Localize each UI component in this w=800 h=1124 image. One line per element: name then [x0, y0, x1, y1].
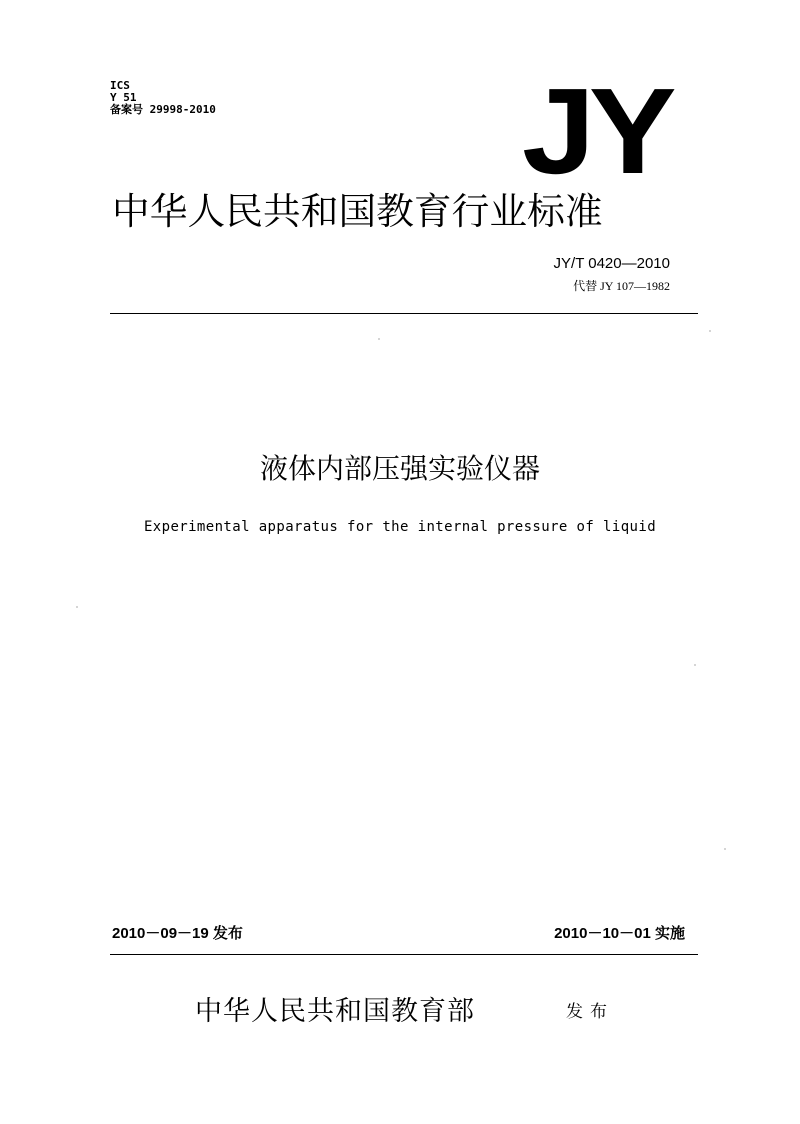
- filing-number: 备案号 29998-2010: [110, 103, 216, 116]
- header-divider: [110, 313, 698, 314]
- classification-codes: [110, 80, 216, 116]
- scan-speck: [378, 338, 380, 340]
- publisher-name: 中华人民共和国教育部: [195, 996, 475, 1027]
- standard-type-heading: 中华人民共和国教育行业标准: [112, 190, 603, 233]
- document-title: 液体内部压强实验仪器: [259, 452, 540, 485]
- scan-speck: [709, 330, 711, 332]
- issue-date: 2010－09－19 发布: [112, 925, 243, 942]
- document-english-title: Experimental apparatus for the internal pressure of liquid: [143, 519, 657, 535]
- scan-speck: [694, 664, 696, 666]
- standard-code: JY/T 0420—2010: [553, 255, 670, 272]
- footer-divider: [110, 954, 698, 955]
- replaces-standard: 代替 JY 107—1982: [573, 279, 670, 293]
- implementation-date: 2010－10－01 实施: [554, 925, 685, 942]
- ics-label: ICS: [110, 79, 130, 92]
- scan-speck: [724, 848, 726, 850]
- jy-logo: JY: [522, 63, 671, 199]
- category-code: Y 51: [110, 91, 137, 104]
- publish-label: 发布: [566, 1002, 614, 1022]
- scan-speck: [76, 606, 78, 608]
